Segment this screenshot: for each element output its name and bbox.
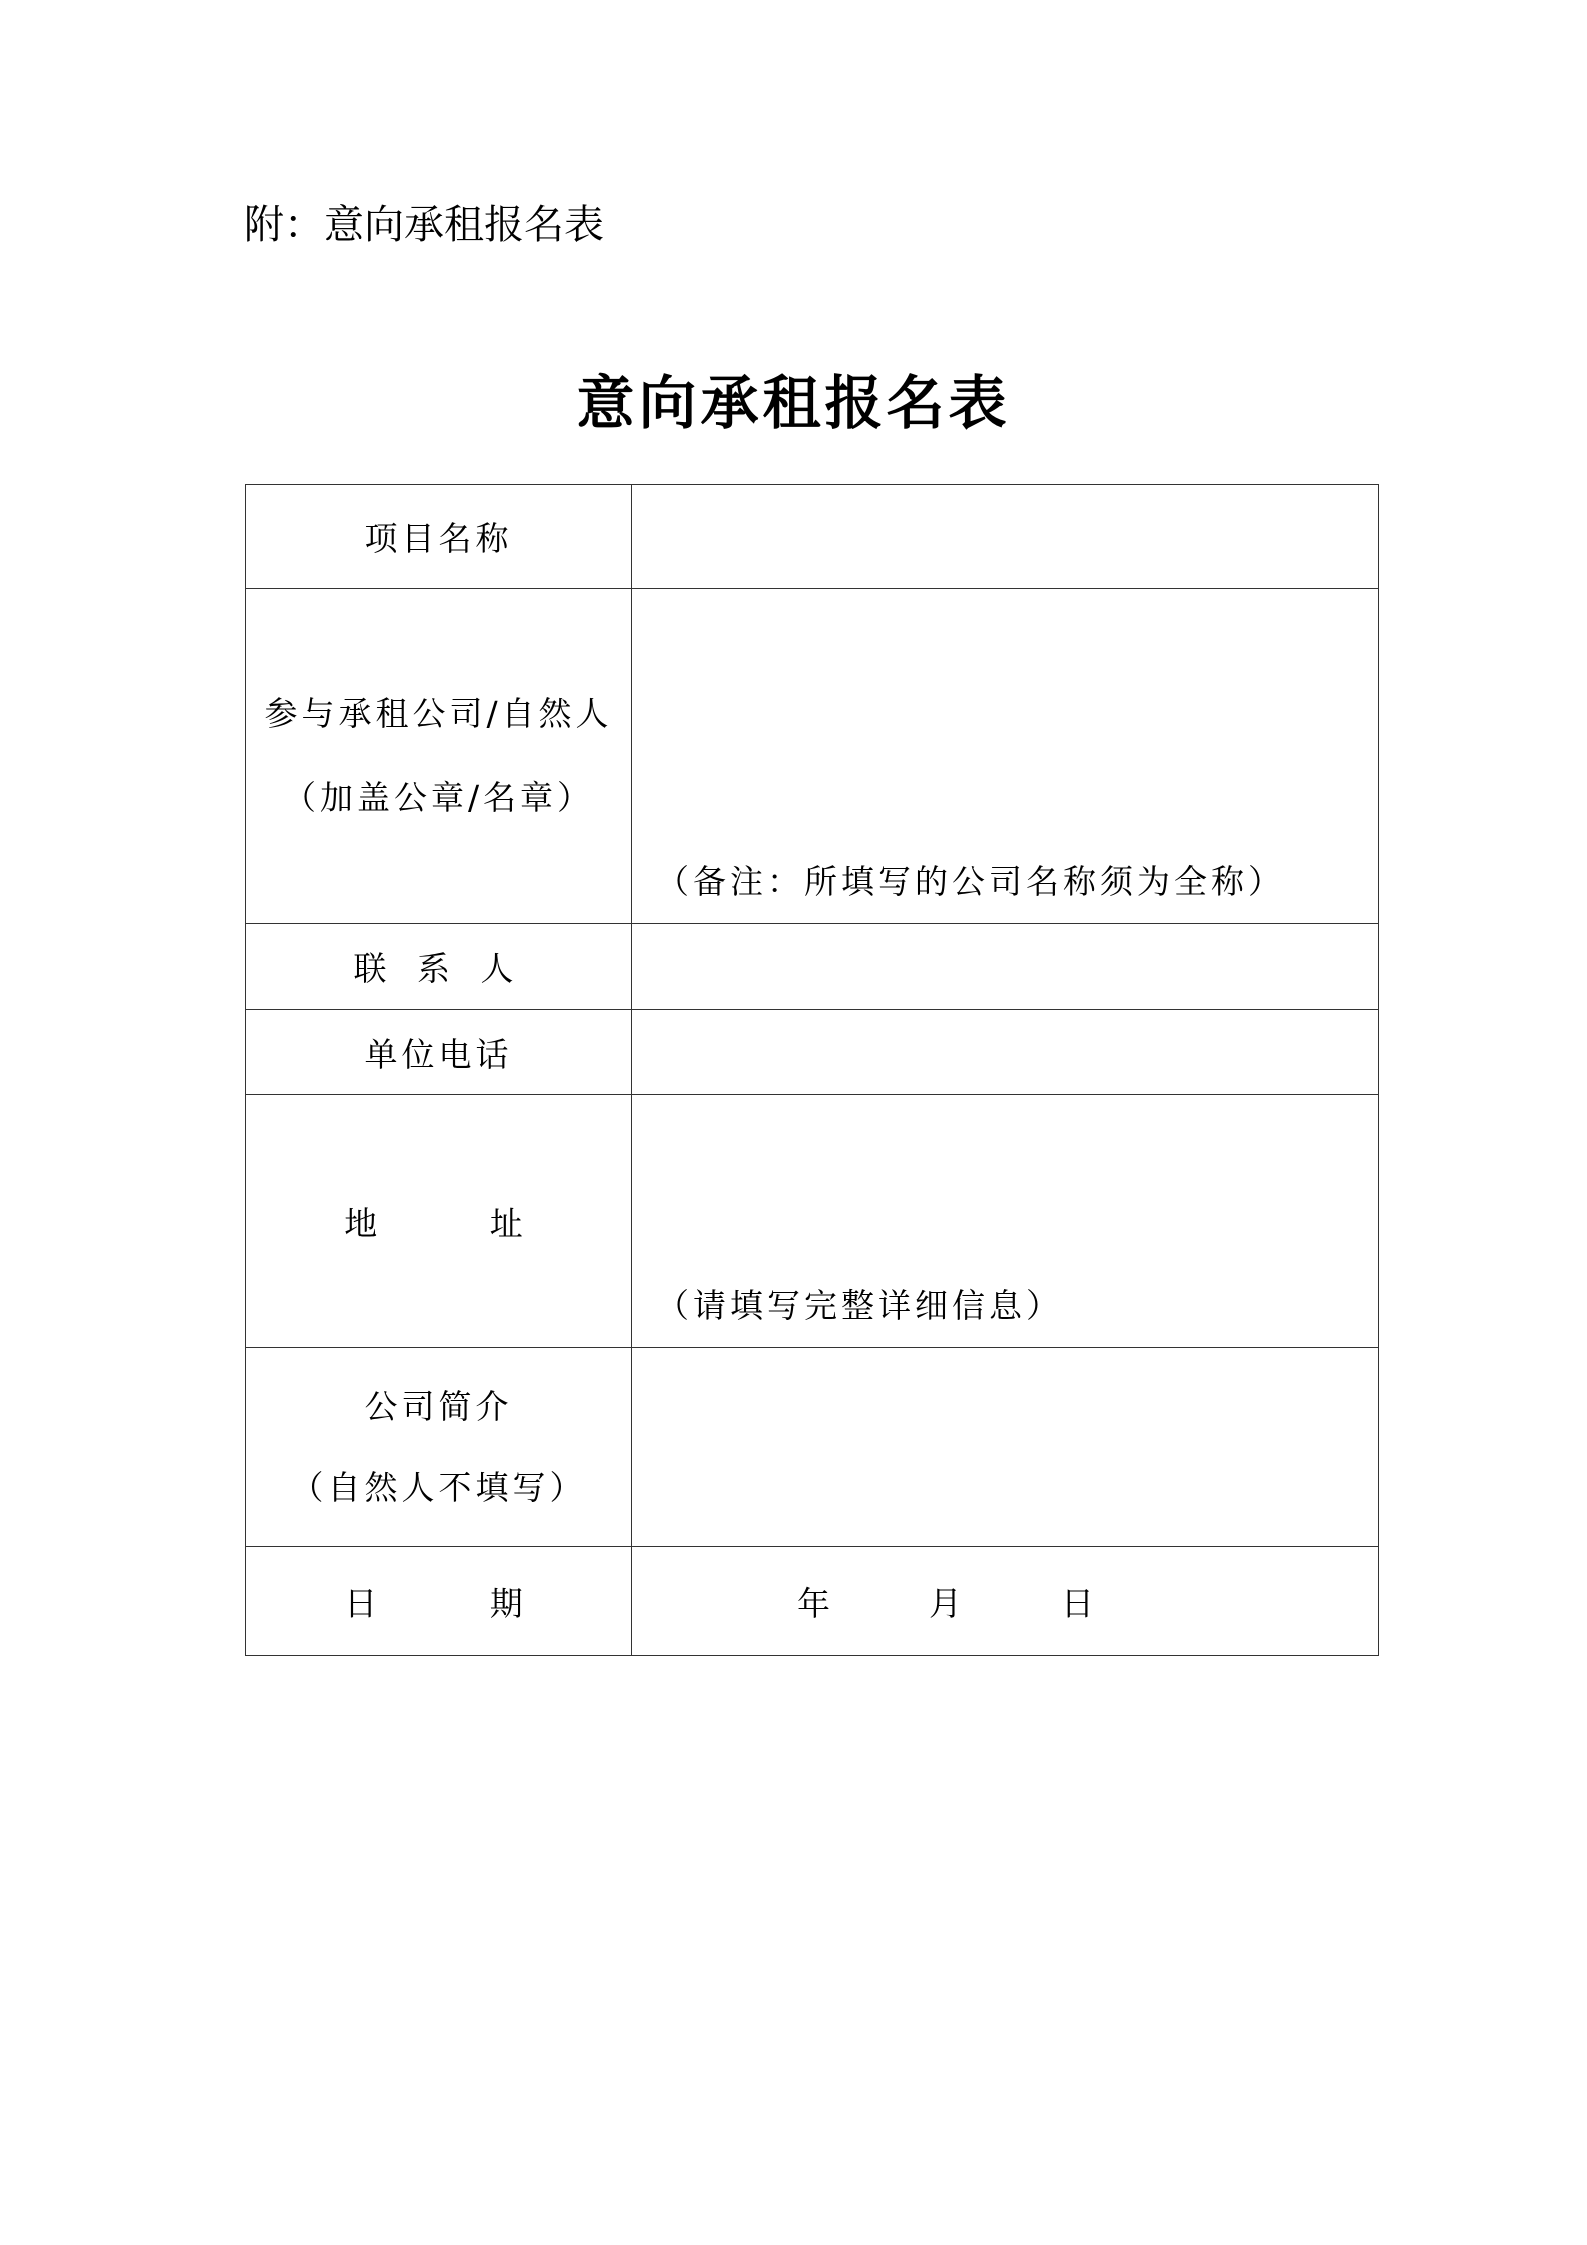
row-participant: [246, 589, 1379, 924]
participant-note: （备注：所填写的公司名称须为全称）: [656, 862, 1285, 901]
contact-field[interactable]: [632, 924, 1379, 1010]
date-month: 月: [929, 1583, 966, 1623]
row-address: [246, 1095, 1379, 1348]
phone-field[interactable]: [632, 1010, 1379, 1095]
row-contact: [246, 924, 1379, 1010]
profile-label-line2: （自然人不填写）: [290, 1467, 587, 1507]
attachment-title: 附：意向承租报名表: [244, 202, 604, 248]
address-label: 地 址: [246, 1095, 632, 1348]
row-date: [246, 1547, 1379, 1656]
profile-label-line1: 公司简介: [364, 1386, 513, 1426]
profile-field[interactable]: [632, 1348, 1379, 1547]
profile-label: [246, 1348, 632, 1547]
address-field[interactable]: [632, 1095, 1379, 1348]
project-name-label: 项目名称: [246, 485, 632, 589]
project-name-field[interactable]: [632, 485, 1379, 589]
date-label: 日 期: [246, 1547, 632, 1656]
registration-form-table: [245, 484, 1379, 1656]
contact-label: 联 系 人: [246, 924, 632, 1010]
date-day: 日: [1061, 1583, 1098, 1623]
date-units: [632, 1578, 1378, 1625]
participant-label: [246, 589, 632, 924]
date-year: 年: [797, 1583, 834, 1623]
address-note: （请填写完整详细信息）: [656, 1286, 1063, 1325]
row-project-name: [246, 485, 1379, 589]
form-title: 意向承租报名表: [576, 369, 1011, 437]
participant-label-line2: （加盖公章/名章）: [282, 778, 595, 817]
row-profile: [246, 1348, 1379, 1547]
participant-label-line1: 参与承租公司/自然人: [264, 694, 613, 733]
participant-field[interactable]: [632, 589, 1379, 924]
row-phone: [246, 1010, 1379, 1095]
phone-label: 单位电话: [246, 1010, 632, 1095]
date-field[interactable]: [632, 1547, 1379, 1656]
